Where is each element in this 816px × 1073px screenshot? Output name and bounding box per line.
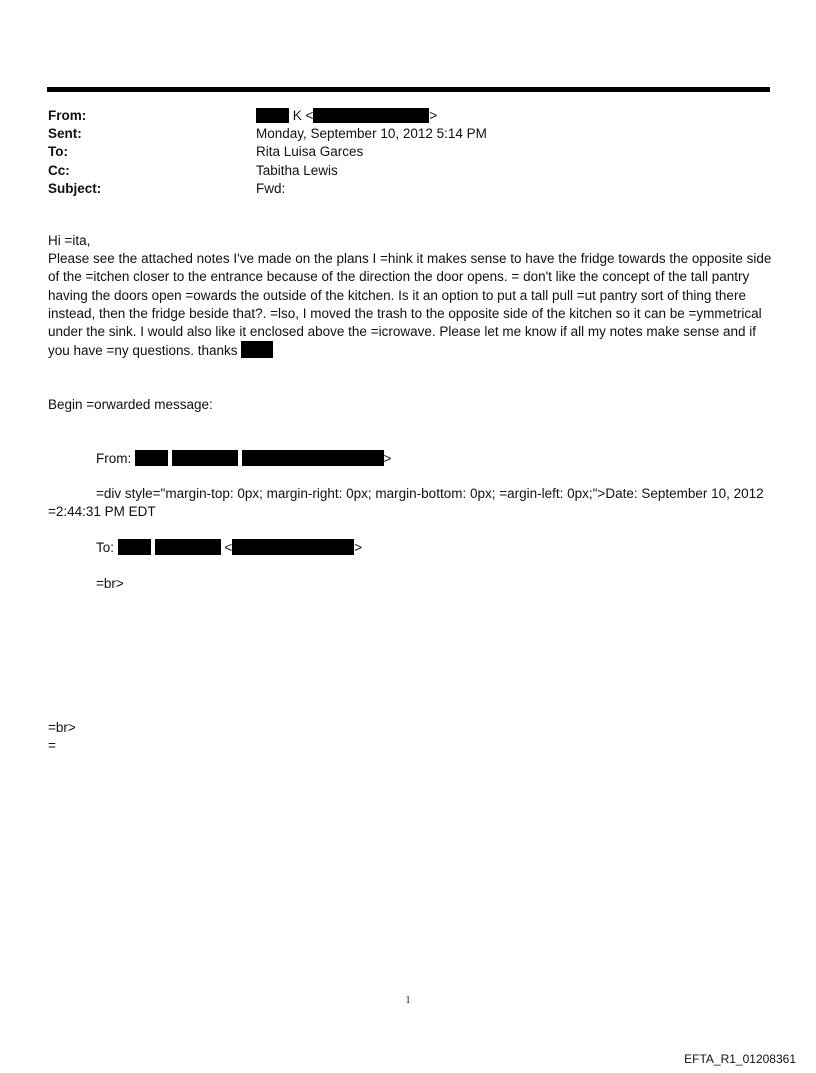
redaction-box [242, 450, 384, 466]
message-text: Please see the attached notes I've made on the plans I =hink it makes sense to have the fridge towards the opposite side of the =itchen closer to the entrance because of the direction the door opens. = don't like the concept of the tall pantry having the doors open =owards the outside of the kitchen. Is it an option to put a tall pull =ut pantry sort of thing there instead, then the fridge beside that?. =lso, I moved the trash to the opposite side of the kitchen so it can be =ymmetrical under the sink. I would also like it enclosed above the =icrowave. Please let me know if all my notes make sense and if you have =ny questions. thanks [48, 251, 772, 359]
forwarded-to-end: > [354, 540, 363, 555]
from-label: From: [48, 108, 87, 123]
sent-row [48, 125, 768, 143]
message-paragraph [48, 250, 772, 360]
redaction-box [241, 341, 273, 358]
forwarded-to-label: To: [96, 540, 115, 555]
header-rule [47, 87, 770, 92]
from-value-end: > [429, 108, 438, 123]
from-value [256, 107, 437, 125]
trailing-br-line: =br> [48, 720, 76, 735]
email-header [48, 107, 768, 198]
begin-forwarded-message: Begin =orwarded message: [48, 397, 213, 413]
page-number: 1 [405, 995, 411, 1006]
cc-value: Tabitha Lewis [256, 162, 338, 178]
redaction-box [172, 450, 238, 466]
forwarded-from-line [48, 450, 391, 468]
from-value-middle: K < [292, 108, 314, 123]
forwarded-br-line: =br> [96, 576, 124, 591]
redaction-box [118, 539, 151, 555]
redaction-box [155, 539, 221, 555]
cc-row [48, 162, 768, 180]
to-row [48, 143, 768, 161]
trailing-equals-line: = [48, 738, 56, 753]
to-label: To: [48, 144, 68, 160]
to-value: Rita Luisa Garces [256, 144, 364, 160]
subject-value: Fwd: [256, 180, 286, 196]
redaction-box [313, 108, 429, 123]
subject-row [48, 180, 768, 198]
subject-label: Subject: [48, 180, 102, 196]
spacer [48, 360, 772, 396]
greeting: Hi =ita, [48, 233, 91, 248]
cc-label: Cc: [48, 162, 70, 178]
forwarded-div-line: =div style="margin-top: 0px; margin-right: 0px; margin-bottom: 0px; =argin-left: 0px;">Date: September 10, 2012 =2:44:31 PM EDT [48, 486, 764, 520]
redaction-box [256, 108, 289, 123]
redaction-box [232, 539, 354, 555]
from-row [48, 107, 768, 125]
document-id: EFTA_R1_01208361 [684, 1052, 796, 1066]
forwarded-from-label: From: [96, 451, 132, 466]
forwarded-to-middle: < [224, 540, 233, 555]
sent-value: Monday, September 10, 2012 5:14 PM [256, 126, 487, 142]
redaction-box [135, 450, 168, 466]
forwarded-from-end: > [383, 451, 392, 466]
email-body [48, 232, 772, 415]
sent-label: Sent: [48, 126, 82, 142]
forwarded-to-line [48, 539, 362, 557]
